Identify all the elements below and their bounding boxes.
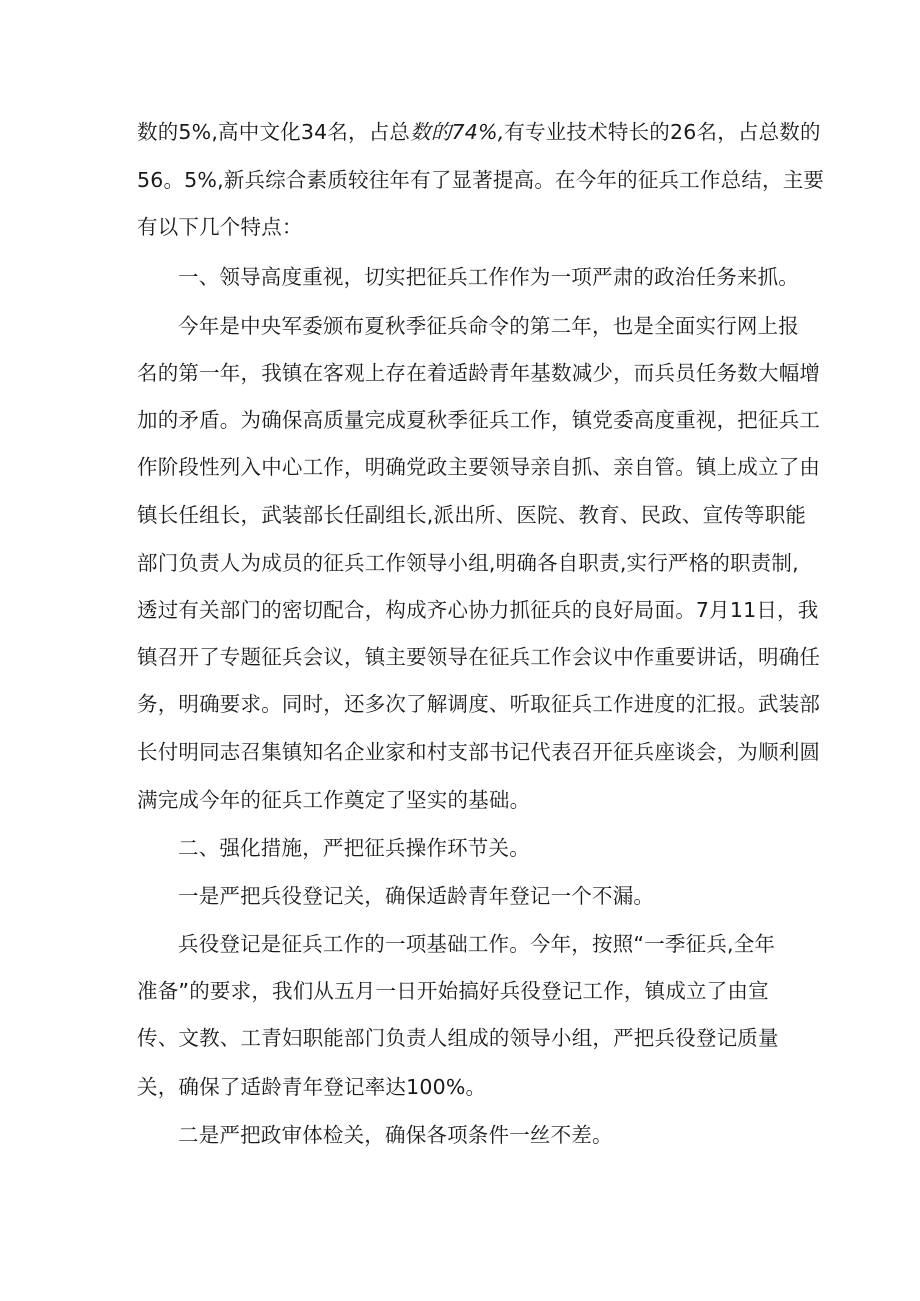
paragraph-line: 镇召开了专题征兵会议，镇主要领导在征兵工作会议中作重要讲话，明确任 — [137, 645, 821, 669]
paragraph-line: 长付明同志召集镇知名企业家和村支部书记代表召开征兵座谈会，为顺利圆 — [137, 740, 821, 764]
paragraph-line: 准备”的要求，我们从五月一日开始搞好兵役登记工作，镇成立了由宣 — [137, 979, 769, 1003]
paragraph-line: 名的第一年，我镇在客观上存在着适龄青年基数减少，而兵员任务数大幅增 — [137, 361, 821, 385]
paragraph-line — [137, 118, 821, 146]
subsection-heading: 二是严把政审体检关，确保各项条件一丝不差。 — [178, 1123, 613, 1147]
paragraph-line: 加的矛盾。为确保高质量完成夏秋季征兵工作，镇党委高度重视，把征兵工 — [137, 408, 821, 432]
paragraph-line: 部门负责人为成员的征兵工作领导小组,明确各自职责,实行严格的职责制, — [137, 551, 799, 575]
paragraph-line: 满完成今年的征兵工作奠定了坚实的基础。 — [137, 788, 531, 812]
section-heading: 一、领导高度重视，切实把征兵工作作为一项严肃的政治任务来抓。 — [178, 265, 799, 289]
paragraph-line: 关，确保了适龄青年登记率达100%。 — [137, 1075, 487, 1099]
paragraph-line: 作阶段性列入中心工作，明确党政主要领导亲自抓、亲自管。镇上成立了由 — [137, 455, 821, 479]
paragraph-line: 有以下几个特点： — [137, 215, 303, 239]
section-heading: 二、强化措施，严把征兵操作环节关。 — [178, 836, 530, 860]
paragraph-line: 今年是中央军委颁布夏秋季征兵命令的第二年，也是全面实行网上报 — [178, 314, 799, 338]
subsection-heading: 一是严把兵役登记关，确保适龄青年登记一个不漏。 — [178, 884, 655, 908]
paragraph-line: 务，明确要求。同时，还多次了解调度、听取征兵工作进度的汇报。武装部 — [137, 692, 821, 716]
text-run: 数的5%,高中文化34名，占总 — [137, 120, 411, 144]
italic-text-run: 数的74%, — [410, 120, 505, 144]
paragraph-line: 传、文教、工青妇职能部门负责人组成的领导小组，严把兵役登记质量 — [137, 1026, 779, 1050]
text-run: 有专业技术特长的26名，占总数的 — [504, 120, 821, 144]
paragraph-line: 透过有关部门的密切配合，构成齐心协力抓征兵的良好局面。7月11日，我 — [137, 598, 819, 622]
paragraph-line: 56。5%,新兵综合素质较往年有了显著提高。在今年的征兵工作总结，主要 — [137, 168, 825, 192]
paragraph-line: 兵役登记是征兵工作的一项基础工作。今年，按照“一季征兵,全年 — [178, 932, 776, 956]
paragraph-line: 镇长任组长，武装部长任副组长,派出所、医院、教育、民政、宣传等职能 — [137, 503, 807, 527]
